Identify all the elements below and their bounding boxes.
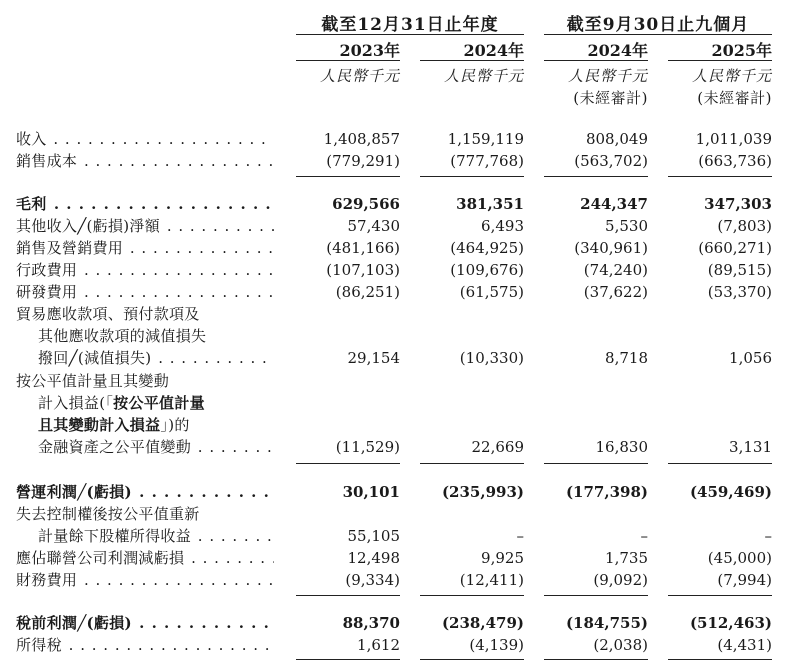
row-value: 1,612 <box>357 636 400 654</box>
row-label: 財務費用 . . . <box>16 569 274 591</box>
row-value: (481,166) <box>326 239 400 257</box>
row-value: 381,351 <box>456 195 524 213</box>
row-label: 銷售及營銷費用 . . . <box>16 237 274 259</box>
row-value: 30,101 <box>342 483 400 501</box>
row-value: (9,334) <box>345 571 400 589</box>
year-2024-9m: 2024年 <box>587 41 648 60</box>
subtotal-rule <box>420 176 524 177</box>
subtotal-rule <box>544 176 648 177</box>
row-value: 22,669 <box>471 438 524 456</box>
row-value: 347,303 <box>704 195 772 213</box>
table-row <box>0 436 791 458</box>
row-value: 244,347 <box>580 195 648 213</box>
row-value: – <box>640 527 648 545</box>
year-2023: 2023年 <box>339 41 400 60</box>
table-row <box>0 547 791 569</box>
row-label: 毛利 . . . <box>16 193 274 215</box>
row-label: 所得稅 . . . <box>16 634 274 656</box>
table-row-line <box>0 503 791 525</box>
row-value: 1,011,039 <box>695 130 772 148</box>
row-value: 5,530 <box>605 217 648 235</box>
row-value: 88,370 <box>342 614 400 632</box>
table-row-line <box>0 325 791 347</box>
table-row <box>0 281 791 303</box>
row-value: (7,994) <box>717 571 772 589</box>
table-row <box>0 569 791 591</box>
row-value: (184,755) <box>565 614 648 632</box>
row-value: (107,103) <box>326 261 400 279</box>
row-value: (12,411) <box>459 571 524 589</box>
row-value: (89,515) <box>707 261 772 279</box>
row-label: 稅前利潤╱(虧損) . . . <box>16 612 274 634</box>
unit-col2: 人民幣千元 <box>443 67 524 85</box>
row-label: 按公平值計量且其變動 <box>16 372 170 390</box>
table-row-line <box>0 414 791 436</box>
row-value: 29,154 <box>347 349 400 367</box>
subtotal-rule <box>296 176 400 177</box>
header-rule-9m <box>544 34 772 35</box>
row-value: (663,736) <box>698 152 772 170</box>
subtotal-rule <box>296 659 400 660</box>
row-value: (4,139) <box>469 636 524 654</box>
header-nine-months: 截至9月30日止九個月 <box>566 15 750 35</box>
unit-col1: 人民幣千元 <box>319 67 400 85</box>
row-value: (235,993) <box>441 483 524 501</box>
row-value: (9,092) <box>593 571 648 589</box>
row-value: (109,676) <box>450 261 524 279</box>
row-value: (340,961) <box>574 239 648 257</box>
row-value: 8,718 <box>605 349 648 367</box>
row-label: 貿易應收款項、預付款項及 <box>16 305 200 323</box>
subtotal-rule <box>296 463 400 464</box>
table-row <box>0 481 791 503</box>
row-label: 金融資產之公平值變動 . . . <box>38 436 274 458</box>
row-value: 808,049 <box>585 130 648 148</box>
year-2025-9m: 2025年 <box>711 41 772 60</box>
table-row <box>0 634 791 656</box>
unaudited-col4: (未經審計) <box>697 89 772 107</box>
row-value: (238,479) <box>441 614 524 632</box>
table-row-line <box>0 303 791 325</box>
row-value: 6,493 <box>481 217 524 235</box>
row-value: (10,330) <box>459 349 524 367</box>
row-label: 營運利潤╱(虧損) . . . <box>16 481 274 503</box>
table-row <box>0 128 791 150</box>
table-row <box>0 612 791 634</box>
table-row <box>0 347 791 369</box>
header-fiscal-year: 截至12月31日止年度 <box>321 15 499 35</box>
table-row <box>0 150 791 172</box>
row-value: (7,803) <box>717 217 772 235</box>
row-value: (86,251) <box>335 283 400 301</box>
row-value: (563,702) <box>574 152 648 170</box>
row-value: 1,735 <box>605 549 648 567</box>
subtotal-rule <box>296 595 400 596</box>
row-value: 9,925 <box>481 549 524 567</box>
subtotal-rule <box>668 595 772 596</box>
row-value: – <box>764 527 772 545</box>
table-row <box>0 525 791 547</box>
row-value: (37,622) <box>583 283 648 301</box>
subtotal-rule <box>544 463 648 464</box>
subtotal-rule <box>420 463 524 464</box>
unit-col3: 人民幣千元 <box>567 67 648 85</box>
row-value: (464,925) <box>450 239 524 257</box>
row-value: (177,398) <box>565 483 648 501</box>
row-value: 1,159,119 <box>447 130 524 148</box>
table-row-line <box>0 392 791 414</box>
row-value: 1,056 <box>729 349 772 367</box>
table-row <box>0 215 791 237</box>
row-label: 應佔聯營公司利潤減虧損 . . . <box>16 547 274 569</box>
table-row-line <box>0 370 791 392</box>
row-value: (660,271) <box>698 239 772 257</box>
subtotal-rule <box>420 595 524 596</box>
row-value: (779,291) <box>326 152 400 170</box>
row-value: (61,575) <box>459 283 524 301</box>
table-row <box>0 237 791 259</box>
subtotal-rule <box>544 595 648 596</box>
row-value: 16,830 <box>595 438 648 456</box>
row-label: 銷售成本 . . . <box>16 150 274 172</box>
row-value: 1,408,857 <box>323 130 400 148</box>
row-value: 55,105 <box>347 527 400 545</box>
row-value: (53,370) <box>707 283 772 301</box>
row-value: 57,430 <box>347 217 400 235</box>
year-rule-2 <box>420 60 524 61</box>
subtotal-rule <box>668 176 772 177</box>
row-value: (45,000) <box>707 549 772 567</box>
row-value: 12,498 <box>347 549 400 567</box>
table-row <box>0 193 791 215</box>
row-label: 行政費用 . . . <box>16 259 274 281</box>
row-label: 計入損益(「按公平值計量 <box>38 394 205 412</box>
year-2024-fy: 2024年 <box>463 41 524 60</box>
row-label: 收入 . . . <box>16 128 274 150</box>
row-label: 其他收入╱(虧損)淨額 . . . <box>16 215 274 237</box>
row-value: (11,529) <box>335 438 400 456</box>
row-label: 其他應收款項的減值損失 <box>38 327 207 345</box>
row-value: – <box>516 527 524 545</box>
year-rule-4 <box>668 60 772 61</box>
subtotal-rule <box>420 659 524 660</box>
row-value: (4,431) <box>717 636 772 654</box>
row-value: (2,038) <box>593 636 648 654</box>
unit-col4: 人民幣千元 <box>691 67 772 85</box>
row-value: (74,240) <box>583 261 648 279</box>
row-value: (459,469) <box>689 483 772 501</box>
subtotal-rule <box>544 659 648 660</box>
row-value: 3,131 <box>729 438 772 456</box>
row-value: (512,463) <box>689 614 772 632</box>
year-rule-3 <box>544 60 648 61</box>
table-row <box>0 259 791 281</box>
row-label: 研發費用 . . . <box>16 281 274 303</box>
row-label: 計量餘下股權所得收益 . . . <box>38 525 274 547</box>
row-label: 失去控制權後按公平值重新 <box>16 505 200 523</box>
year-rule-1 <box>296 60 400 61</box>
row-value: 629,566 <box>332 195 400 213</box>
unaudited-col3: (未經審計) <box>573 89 648 107</box>
subtotal-rule <box>668 659 772 660</box>
row-label: 撥回╱(減值損失) . . . <box>38 347 274 369</box>
row-label: 且其變動計入損益」)的 <box>38 416 190 434</box>
header-rule-fy <box>296 34 524 35</box>
subtotal-rule <box>668 463 772 464</box>
row-value: (777,768) <box>450 152 524 170</box>
